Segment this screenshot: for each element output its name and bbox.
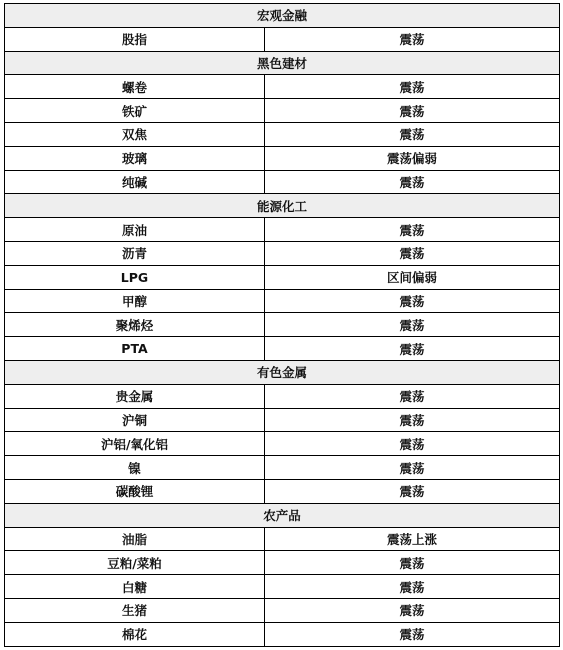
section-title: 黑色建材 — [5, 51, 560, 75]
commodity-cell: PTA — [5, 337, 265, 361]
outlook-cell: 震荡 — [265, 551, 560, 575]
outlook-cell: 震荡 — [265, 598, 560, 622]
section-header-row — [5, 4, 560, 28]
table-row — [5, 218, 560, 242]
commodity-cell: 玻璃 — [5, 146, 265, 170]
outlook-cell: 震荡 — [265, 479, 560, 503]
outlook-cell: 震荡 — [265, 408, 560, 432]
outlook-cell: 震荡上涨 — [265, 527, 560, 551]
table-row — [5, 27, 560, 51]
table-row — [5, 241, 560, 265]
outlook-table — [4, 3, 560, 647]
table-row — [5, 265, 560, 289]
outlook-cell: 震荡 — [265, 170, 560, 194]
outlook-cell: 震荡 — [265, 99, 560, 123]
commodity-cell: 双焦 — [5, 122, 265, 146]
table-row — [5, 575, 560, 599]
section-header-row — [5, 51, 560, 75]
commodity-cell: 甲醇 — [5, 289, 265, 313]
table-row — [5, 598, 560, 622]
commodity-cell: 螺卷 — [5, 75, 265, 99]
table-body — [5, 4, 560, 647]
section-title: 宏观金融 — [5, 4, 560, 28]
commodity-cell: 沪铜 — [5, 408, 265, 432]
commodity-cell: 沥青 — [5, 241, 265, 265]
commodity-cell: 生猪 — [5, 598, 265, 622]
table-row — [5, 479, 560, 503]
commodity-cell: 沪铝/氧化铝 — [5, 432, 265, 456]
outlook-cell: 震荡 — [265, 75, 560, 99]
outlook-cell: 震荡 — [265, 337, 560, 361]
table-row — [5, 170, 560, 194]
section-title: 有色金属 — [5, 360, 560, 384]
table-row — [5, 289, 560, 313]
table-row — [5, 408, 560, 432]
commodity-cell: 白糖 — [5, 575, 265, 599]
table-row — [5, 313, 560, 337]
commodity-cell: 碳酸锂 — [5, 479, 265, 503]
table-row — [5, 456, 560, 480]
table-row — [5, 122, 560, 146]
table-row — [5, 75, 560, 99]
table-row — [5, 622, 560, 646]
commodity-cell: 棉花 — [5, 622, 265, 646]
section-title: 能源化工 — [5, 194, 560, 218]
commodity-cell: 聚烯烃 — [5, 313, 265, 337]
commodity-cell: 豆粕/菜粕 — [5, 551, 265, 575]
outlook-cell: 震荡 — [265, 384, 560, 408]
table-row — [5, 99, 560, 123]
section-header-row — [5, 503, 560, 527]
table-row — [5, 432, 560, 456]
outlook-cell: 震荡 — [265, 289, 560, 313]
table-row — [5, 527, 560, 551]
commodity-cell: 油脂 — [5, 527, 265, 551]
commodity-cell: 纯碱 — [5, 170, 265, 194]
outlook-cell: 震荡 — [265, 622, 560, 646]
commodity-cell: 铁矿 — [5, 99, 265, 123]
outlook-cell: 震荡 — [265, 575, 560, 599]
commodity-cell: 股指 — [5, 27, 265, 51]
commodity-cell: 镍 — [5, 456, 265, 480]
outlook-cell: 震荡偏弱 — [265, 146, 560, 170]
table-row — [5, 551, 560, 575]
outlook-cell: 区间偏弱 — [265, 265, 560, 289]
outlook-cell: 震荡 — [265, 218, 560, 242]
table-row — [5, 337, 560, 361]
section-title: 农产品 — [5, 503, 560, 527]
table-row — [5, 384, 560, 408]
outlook-cell: 震荡 — [265, 313, 560, 337]
section-header-row — [5, 360, 560, 384]
section-header-row — [5, 194, 560, 218]
table-row — [5, 146, 560, 170]
outlook-cell: 震荡 — [265, 456, 560, 480]
commodity-cell: LPG — [5, 265, 265, 289]
outlook-cell: 震荡 — [265, 241, 560, 265]
commodity-cell: 原油 — [5, 218, 265, 242]
commodity-cell: 贵金属 — [5, 384, 265, 408]
outlook-cell: 震荡 — [265, 122, 560, 146]
outlook-cell: 震荡 — [265, 432, 560, 456]
outlook-cell: 震荡 — [265, 27, 560, 51]
